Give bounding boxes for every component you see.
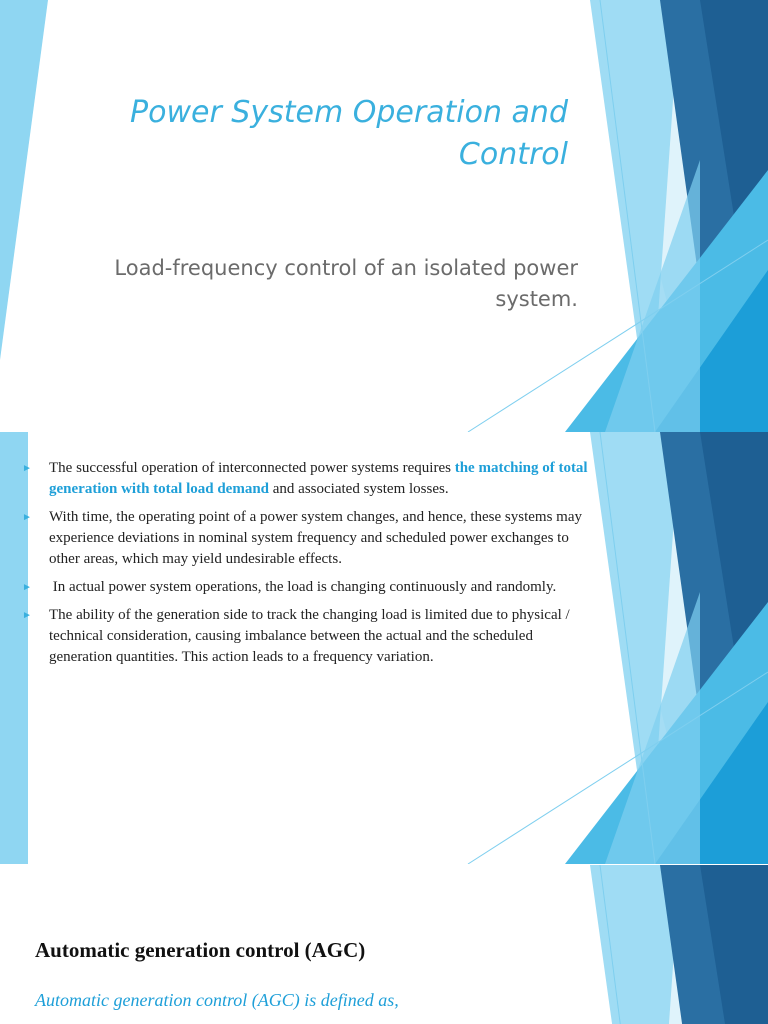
- arrow-bullet-icon: ►: [22, 582, 32, 593]
- section-heading: Automatic generation control (AGC): [35, 938, 366, 962]
- slide-agc: [0, 865, 768, 1024]
- slide-content: [0, 432, 768, 865]
- arrow-bullet-icon: ►: [22, 512, 32, 523]
- bullet-list: [22, 458, 592, 675]
- slide-subtitle: Load-frequency control of an isolated power system.: [114, 256, 578, 311]
- definition-text: Automatic generation control (AGC) is defined as,: [35, 990, 399, 1010]
- bullet-item: [22, 507, 592, 570]
- slide-title-text: Power System Operation and Control: [130, 95, 568, 172]
- arrow-bullet-icon: ►: [22, 610, 32, 621]
- bullet-item: [22, 605, 592, 668]
- bullet-text: With time, the operating point of a power system changes, and hence, these systems may experience deviations in nominal system frequency and scheduled power exchanges to other areas, which may yield undesirable effects.: [49, 509, 583, 567]
- slide-title: [0, 0, 768, 432]
- arrow-bullet-icon: ►: [22, 463, 32, 474]
- bullet-item: [22, 458, 592, 500]
- bullet-text: In actual power system operations, the load is changing continuously and randomly.: [49, 579, 557, 595]
- bullet-item: [22, 577, 592, 598]
- bullet-highlight: the matching of total generation with total load demand: [49, 460, 588, 497]
- bullet-text: and associated system losses.: [269, 481, 449, 497]
- bullet-text: The ability of the generation side to track the changing load is limited due to physical / technical consideration, causing imbalance between the actual and the scheduled generation quantities. This action leads to a frequency variation.: [49, 607, 570, 665]
- decorative-triangles: [0, 0, 768, 432]
- bullet-text: The successful operation of interconnected power systems requires: [49, 460, 455, 476]
